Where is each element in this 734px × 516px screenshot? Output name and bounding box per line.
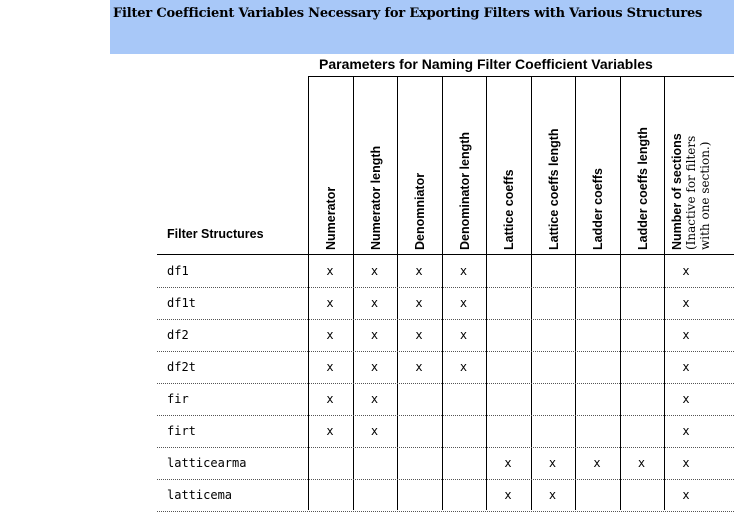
check-mark: x xyxy=(459,264,468,278)
filter-structure-name: firt xyxy=(167,424,196,438)
check-mark: x xyxy=(370,296,379,310)
check-mark: x xyxy=(370,424,379,438)
column-header xyxy=(575,80,619,250)
check-mark: x xyxy=(326,392,334,406)
check-mark: x xyxy=(326,424,334,438)
column-header-label xyxy=(670,133,712,250)
column-header-label xyxy=(413,173,427,250)
check-mark: x xyxy=(682,360,690,374)
check-mark: x xyxy=(548,488,557,502)
check-mark: x xyxy=(682,328,690,342)
filter-structure-name: latticearma xyxy=(167,456,247,470)
column-header xyxy=(308,80,352,250)
check-mark: x xyxy=(637,456,646,470)
column-header-label xyxy=(547,128,561,250)
check-mark: x xyxy=(682,488,690,502)
table-title: Filter Coefficient Variables Necessary for Exporting Filters with Various Structures xyxy=(113,6,703,21)
table-row xyxy=(157,383,734,416)
column-header-label xyxy=(502,169,516,250)
check-mark: x xyxy=(326,328,334,342)
column-header xyxy=(486,80,530,250)
column-header-label xyxy=(636,127,650,250)
column-header-label xyxy=(324,187,338,250)
column-group-header: Parameters for Naming Filter Coefficient Variables xyxy=(319,56,653,72)
filter-structure-name: df2t xyxy=(167,360,196,374)
table-row xyxy=(157,351,734,384)
check-mark: x xyxy=(682,392,690,406)
check-mark: x xyxy=(548,456,557,470)
column-header-text: Denominator length xyxy=(457,131,472,250)
table-row xyxy=(157,255,734,288)
filter-structure-name: latticema xyxy=(167,488,233,502)
check-mark: x xyxy=(459,360,468,374)
check-mark: x xyxy=(370,360,379,374)
filter-structure-name: fir xyxy=(167,392,189,406)
check-mark: x xyxy=(415,360,423,374)
table-row xyxy=(157,479,734,512)
check-mark: x xyxy=(370,328,379,342)
table-row xyxy=(157,319,734,352)
column-header-text: Number of sections xyxy=(670,133,684,250)
column-header xyxy=(664,80,712,250)
check-mark: x xyxy=(415,264,423,278)
filter-structure-name: df2 xyxy=(167,328,189,342)
column-header xyxy=(531,80,575,250)
check-mark: x xyxy=(370,264,379,278)
check-mark: x xyxy=(682,456,690,470)
filter-structure-name: df1t xyxy=(167,296,196,310)
group-header-rule xyxy=(308,76,734,77)
table-row xyxy=(157,287,734,320)
table-row xyxy=(157,447,734,480)
column-header xyxy=(353,80,397,250)
check-mark: x xyxy=(504,488,512,502)
check-mark: x xyxy=(459,296,468,310)
column-header-label xyxy=(458,132,472,250)
table-title-bar xyxy=(110,0,734,54)
check-mark: x xyxy=(459,328,468,342)
check-mark: x xyxy=(682,296,690,310)
row-header-label: Filter Structures xyxy=(167,227,264,241)
check-mark: x xyxy=(326,296,334,310)
column-header-text: Ladder coeffs length xyxy=(635,127,650,250)
check-mark: x xyxy=(326,264,334,278)
column-header xyxy=(620,80,664,250)
column-header-text: Numerator xyxy=(324,186,338,250)
column-header-note: with one section.) xyxy=(698,141,712,250)
column-header xyxy=(442,80,486,250)
column-header-label xyxy=(369,146,383,250)
check-mark: x xyxy=(326,360,334,374)
check-mark: x xyxy=(415,328,423,342)
filter-structure-name: df1 xyxy=(167,264,189,278)
column-header-text: Lattice coeffs xyxy=(502,169,516,250)
column-header-label xyxy=(591,168,605,250)
check-mark: x xyxy=(593,456,601,470)
column-header-text: Denomniator xyxy=(413,172,427,250)
column-header-note: (Inactive for filters xyxy=(684,135,698,250)
column-header-text: Numerator length xyxy=(368,145,383,250)
check-mark: x xyxy=(682,264,690,278)
check-mark: x xyxy=(682,424,690,438)
column-header-text: Ladder coeffs xyxy=(591,168,605,250)
column-header-text: Lattice coeffs length xyxy=(546,128,561,250)
check-mark: x xyxy=(415,296,423,310)
check-mark: x xyxy=(370,392,379,406)
table-row xyxy=(157,415,734,448)
column-header xyxy=(397,80,441,250)
check-mark: x xyxy=(504,456,512,470)
